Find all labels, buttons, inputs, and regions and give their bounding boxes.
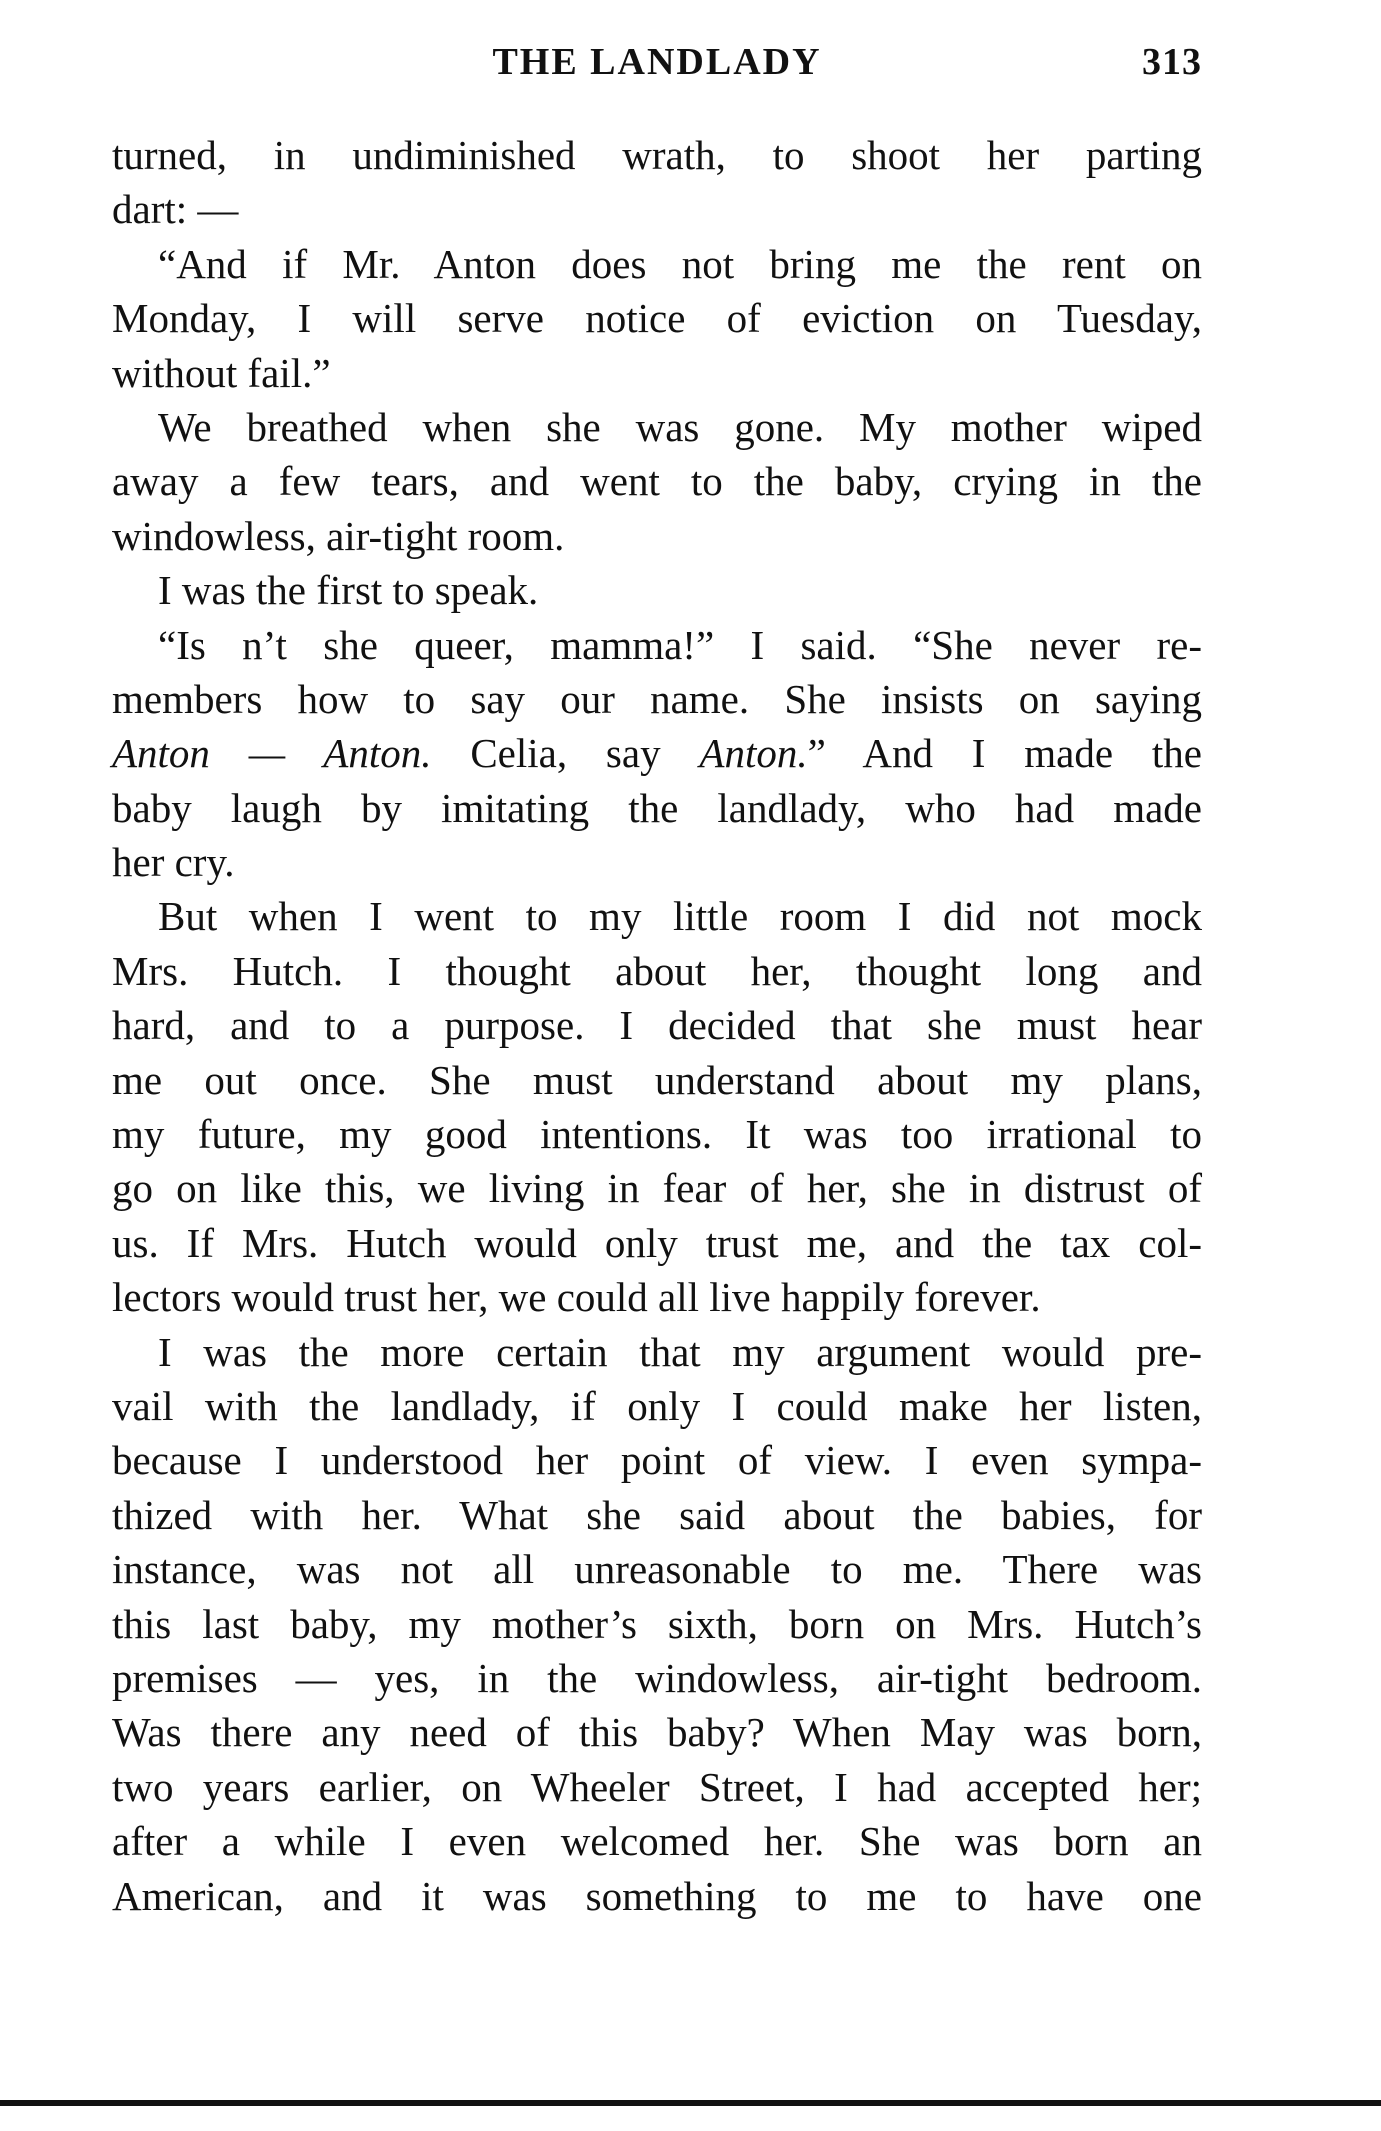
text-segment: me out once. She must understand about my plans, xyxy=(112,1056,1202,1103)
text-segment: go on like this, we living in fear of her, she in distrust of xyxy=(112,1165,1202,1212)
text-segment: my future, my good intentions. It was too irrational to xyxy=(112,1111,1202,1158)
text-line xyxy=(112,1869,1202,1923)
text-segment: lectors would trust her, we could all live happily forever. xyxy=(112,1274,1041,1321)
italic-text-segment: Anton. xyxy=(699,730,808,777)
text-line xyxy=(112,182,1202,236)
text-line xyxy=(112,563,1202,617)
text-segment: after a while I even welcomed her. She was born an xyxy=(112,1818,1202,1865)
text-segment: thized with her. What she said about the babies, for xyxy=(112,1491,1202,1538)
text-line xyxy=(112,618,1202,672)
text-line xyxy=(112,1597,1202,1651)
text-segment: But when I went to my little room I did not mock xyxy=(158,893,1202,940)
text-segment: “Is n’t she queer, mamma!” I said. “She never re- xyxy=(158,621,1202,668)
text-line xyxy=(112,1216,1202,1270)
text-segment: without fail.” xyxy=(112,349,331,396)
text-segment: We breathed when she was gone. My mother wiped xyxy=(158,403,1202,450)
page-number: 313 xyxy=(1142,41,1202,83)
text-line xyxy=(112,1814,1202,1868)
text-segment: because I understood her point of view. I even sympa- xyxy=(112,1437,1202,1484)
text-line xyxy=(112,672,1202,726)
text-line xyxy=(112,1107,1202,1161)
text-segment: this last baby, my mother’s sixth, born on Mrs. Hutch’s xyxy=(112,1600,1202,1647)
text-segment: premises — yes, in the windowless, air-tight bedroom. xyxy=(112,1654,1202,1701)
text-line xyxy=(112,128,1202,182)
text-line xyxy=(112,1433,1202,1487)
text-line xyxy=(112,889,1202,943)
italic-text-segment: Anton — Anton. xyxy=(112,730,432,777)
text-line xyxy=(112,1270,1202,1324)
text-segment: Celia, say xyxy=(431,730,700,777)
text-segment: us. If Mrs. Hutch would only trust me, and the tax col- xyxy=(112,1219,1202,1266)
text-segment: American, and it was something to me to have one xyxy=(112,1872,1202,1919)
text-segment: “And if Mr. Anton does not bring me the rent on xyxy=(158,240,1202,287)
text-segment: away a few tears, and went to the baby, crying in the xyxy=(112,458,1202,505)
running-title: THE LANDLADY xyxy=(492,41,822,83)
text-line xyxy=(112,1760,1202,1814)
text-segment: windowless, air-tight room. xyxy=(112,512,565,559)
text-segment: dart: — xyxy=(112,186,239,233)
text-line xyxy=(112,781,1202,835)
text-segment: Was there any need of this baby? When May was born, xyxy=(112,1709,1202,1756)
text-line xyxy=(112,1053,1202,1107)
body-text xyxy=(112,128,1202,1923)
text-segment: instance, was not all unreasonable to me. There was xyxy=(112,1546,1202,1593)
running-head xyxy=(112,40,1202,100)
text-line xyxy=(112,1488,1202,1542)
text-line xyxy=(112,454,1202,508)
text-line xyxy=(112,1379,1202,1433)
text-segment: two years earlier, on Wheeler Street, I had accepted her; xyxy=(112,1763,1202,1810)
text-line xyxy=(112,944,1202,998)
text-segment: her cry. xyxy=(112,839,235,886)
text-line xyxy=(112,509,1202,563)
text-line xyxy=(112,237,1202,291)
text-line xyxy=(112,1705,1202,1759)
text-line xyxy=(112,998,1202,1052)
text-segment: I was the first to speak. xyxy=(158,567,539,614)
text-segment: Mrs. Hutch. I thought about her, thought long and xyxy=(112,947,1202,994)
bottom-rule xyxy=(0,2100,1381,2106)
text-segment: vail with the landlady, if only I could make her listen, xyxy=(112,1382,1202,1429)
text-line xyxy=(112,1542,1202,1596)
text-line xyxy=(112,400,1202,454)
text-line xyxy=(112,835,1202,889)
text-line xyxy=(112,1651,1202,1705)
text-segment: hard, and to a purpose. I decided that she must hear xyxy=(112,1002,1202,1049)
text-segment: turned, in undiminished wrath, to shoot her parting xyxy=(112,132,1202,178)
text-line xyxy=(112,726,1202,780)
text-segment: members how to say our name. She insists on saying xyxy=(112,675,1202,722)
text-segment: I was the more certain that my argument would pre- xyxy=(158,1328,1202,1375)
text-line xyxy=(112,291,1202,345)
text-segment: baby laugh by imitating the landlady, who had made xyxy=(112,784,1202,831)
text-line xyxy=(112,346,1202,400)
text-segment: ” And I made the xyxy=(807,730,1202,777)
text-line xyxy=(112,1325,1202,1379)
text-line xyxy=(112,1161,1202,1215)
text-segment: Monday, I will serve notice of eviction on Tuesday, xyxy=(112,295,1202,342)
